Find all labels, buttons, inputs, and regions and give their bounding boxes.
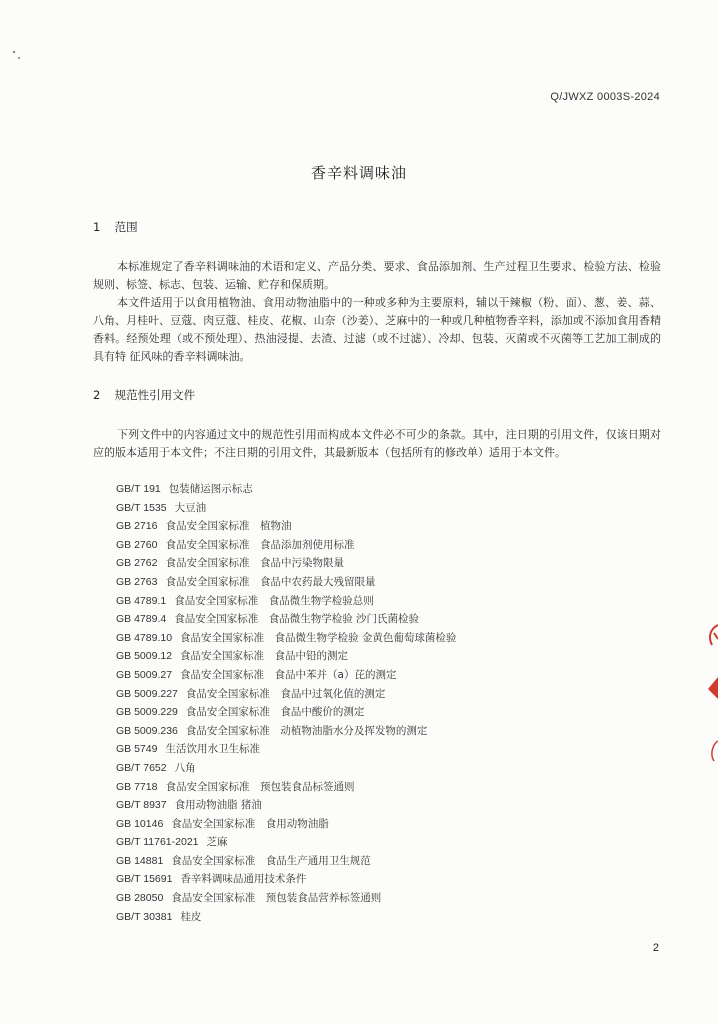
reference-code: GB/T 8937 (116, 799, 167, 812)
reference-list (116, 481, 456, 927)
scan-speck-marks (0, 0, 40, 70)
reference-item (116, 909, 456, 928)
reference-title: 食品安全国家标准 食品中酸价的测定 (185, 706, 365, 719)
reference-title: 八角 (174, 761, 196, 774)
section-2-heading (93, 387, 195, 403)
reference-item (116, 704, 456, 723)
reference-item (116, 871, 456, 890)
reference-title: 生活饮用水卫生标准 (165, 743, 260, 756)
reference-item (116, 537, 456, 556)
reference-item (116, 779, 456, 798)
reference-item (116, 741, 456, 760)
section-2-title: 规范性引用文件 (114, 388, 196, 402)
section-1-title: 范围 (114, 220, 138, 234)
reference-code: GB 5749 (116, 743, 158, 756)
reference-code: GB 5009.12 (116, 650, 173, 663)
reference-code: GB 2762 (116, 557, 158, 570)
reference-code: GB 2760 (116, 538, 158, 551)
reference-code: GB 4789.1 (116, 594, 167, 607)
section-1-paragraph-2: 本文件适用于以食用植物油、食用动物油脂中的一种或多种为主要原料，辅以干辣椒（粉、面）、葱、姜、蒜、八角、月桂叶、豆蔻、肉豆蔻、桂皮、花椒、山奈（沙姜）、芝麻中的一种或几种植物香辛料，添加或不添加食用香精香料。经预处理（或不预处理）、热油浸提、去渣、过滤（或不过滤）、冷却、包装、灭菌或不灭菌等工艺加工制成的具有特 征风味的香辛料调味油。 (93, 296, 661, 363)
reference-title: 食品安全国家标准 植物油 (165, 520, 292, 533)
section-1-paragraph-1: 本标准规定了香辛料调味油的术语和定义、产品分类、要求、食品添加剂、生产过程卫生要求、检验方法、检验规则、标签、标志、包装、运输、贮存和保质期。 (93, 260, 661, 291)
reference-item (116, 834, 456, 853)
reference-item (116, 890, 456, 909)
reference-code: GB/T 11761-2021 (116, 836, 199, 849)
reference-item (116, 500, 456, 519)
page-title: 香辛料调味油 (310, 164, 407, 182)
section-2-paragraph-1: 下列文件中的内容通过文中的规范性引用而构成本文件必不可少的条款。其中，注日期的引用文件，仅该日期对应的版本适用于本文件；不注日期的引用文件，其最新版本（包括所有的修改单）适用于本文件。 (93, 428, 661, 459)
reference-title: 食品安全国家标准 预包装食品标签通则 (165, 780, 355, 793)
reference-code: GB 2716 (116, 520, 158, 533)
reference-item (116, 593, 456, 612)
section-2-number: 2 (93, 388, 101, 402)
reference-code: GB/T 191 (116, 483, 161, 495)
reference-code: GB 14881 (116, 854, 164, 867)
reference-title: 包装储运图示标志 (168, 483, 253, 495)
reference-code: GB 2763 (116, 575, 158, 588)
reference-item (116, 630, 456, 649)
reference-title: 食用动物油脂 猪油 (174, 799, 262, 812)
section-1-heading (93, 219, 138, 235)
reference-title: 食品安全国家标准 食用动物油脂 (171, 817, 329, 830)
reference-title: 芝麻 (206, 836, 228, 849)
reference-code: GB/T 15691 (116, 873, 173, 886)
reference-item (116, 723, 456, 742)
reference-title: 食品安全国家标准 食品中过氧化值的测定 (185, 687, 386, 700)
reference-title: 食品安全国家标准 食品微生物学检验总则 (174, 594, 374, 607)
reference-code: GB 5009.229 (116, 706, 178, 719)
section-1-number: 1 (93, 220, 101, 234)
reference-item (116, 481, 456, 500)
reference-title: 食品安全国家标准 食品微生物学检验 金黄色葡萄球菌检验 (180, 631, 457, 644)
reference-title: 香辛料调味品通用技术条件 (180, 873, 307, 886)
reference-item (116, 797, 456, 816)
reference-item (116, 853, 456, 872)
reference-code: GB/T 7652 (116, 761, 167, 774)
reference-item (116, 760, 456, 779)
reference-title: 食品安全国家标准 食品微生物学检验 沙门氏菌检验 (174, 613, 420, 626)
reference-item (116, 648, 456, 667)
reference-title: 大豆油 (174, 501, 207, 514)
reference-item (116, 555, 456, 574)
reference-title: 食品安全国家标准 食品中农药最大残留限量 (165, 575, 376, 588)
reference-code: GB 7718 (116, 780, 158, 793)
reference-code: GB 5009.236 (116, 724, 178, 737)
reference-title: 桂皮 (180, 910, 202, 923)
reference-title: 食品安全国家标准 食品中苯并（a）芘的测定 (180, 668, 397, 681)
reference-item (116, 667, 456, 686)
reference-item (116, 518, 456, 537)
reference-title: 食品安全国家标准 食品中污染物限量 (165, 557, 344, 570)
reference-code: GB 10146 (116, 817, 164, 830)
reference-code: GB 5009.27 (116, 668, 173, 681)
reference-item (116, 574, 456, 593)
reference-code: GB 4789.10 (116, 631, 173, 644)
red-stamp-edge (704, 615, 718, 785)
reference-code: GB/T 1535 (116, 501, 167, 514)
reference-code: GB 28050 (116, 892, 164, 905)
reference-code: GB/T 30381 (116, 910, 173, 923)
reference-item (116, 611, 456, 630)
reference-title: 食品安全国家标准 食品生产通用卫生规范 (171, 854, 371, 867)
reference-item (116, 686, 456, 705)
reference-code: GB 4789.4 (116, 613, 167, 626)
reference-title: 食品安全国家标准 预包装食品营养标签通则 (171, 892, 382, 905)
reference-item (116, 816, 456, 835)
page-number: 2 (652, 942, 659, 954)
reference-title: 食品安全国家标准 食品中铅的测定 (180, 650, 349, 663)
standard-code: Q/JWXZ 0003S-2024 (550, 91, 660, 103)
reference-title: 食品安全国家标准 食品添加剂使用标准 (165, 538, 355, 551)
reference-title: 食品安全国家标准 动植物油脂水分及挥发物的测定 (185, 724, 428, 737)
reference-code: GB 5009.227 (116, 687, 178, 700)
